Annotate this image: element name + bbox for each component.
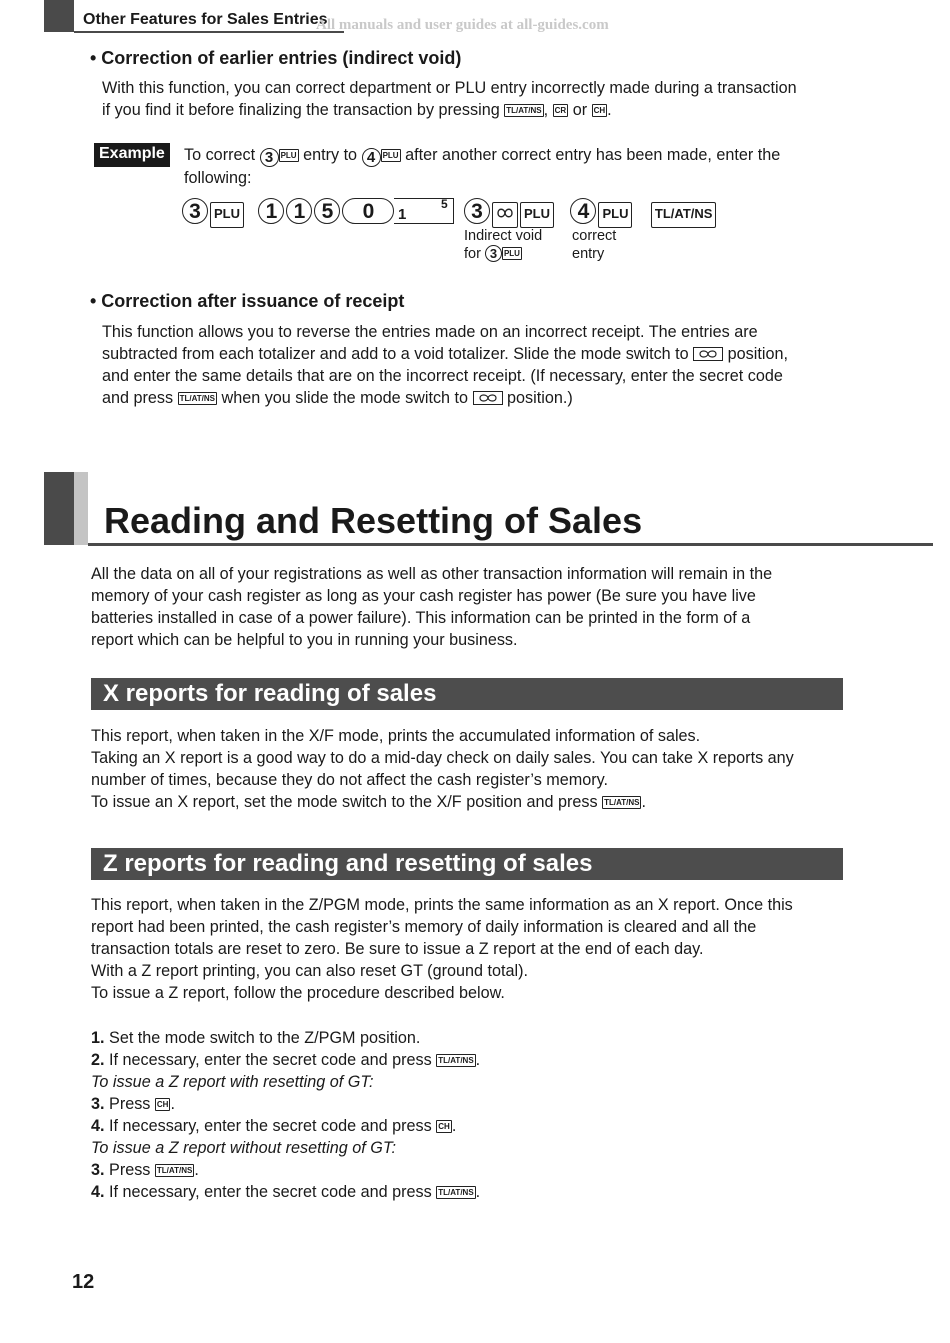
correct-entry-label <box>572 227 616 263</box>
tl-key-icon: TL/AT/NS <box>604 798 640 807</box>
or-word: or <box>572 101 588 119</box>
subscript-1: 1 <box>398 206 407 223</box>
step-number: 4. <box>91 1183 105 1201</box>
header-block <box>44 0 74 32</box>
key-4-icon: 4 <box>570 198 596 224</box>
plu-key-icon: PLU <box>503 249 520 258</box>
step-number: 3. <box>91 1095 105 1113</box>
key-3-icon: 3 <box>260 148 279 167</box>
step-text: Press <box>109 1095 151 1113</box>
key-3-icon: 3 <box>485 245 502 262</box>
z-report-line3: transaction totals are reset to zero. Be sure to issue a Z report at the end of each day. <box>91 940 704 958</box>
key-5-icon: 5 <box>314 198 340 224</box>
step-text: If necessary, enter the secret code and press <box>109 1183 432 1201</box>
with-gt-heading: To issue a Z report with resetting of GT: <box>91 1073 374 1091</box>
ch-key-icon: CH <box>438 1122 450 1131</box>
tl-key-icon: TL/AT/NS <box>179 394 215 403</box>
example-text-a: To correct <box>184 146 256 164</box>
period: . <box>607 101 612 119</box>
x-report-line4 <box>91 791 794 813</box>
after-receipt-line4-b: when you slide the mode switch to <box>221 389 469 407</box>
section-title: Other Features for Sales Entries <box>83 11 328 28</box>
x-report-line4-text: To issue an X report, set the mode switch to the X/F position and press <box>91 793 598 811</box>
example-line1 <box>184 144 780 167</box>
step-1 <box>91 1027 480 1049</box>
indirect-void-line2-text: if you find it before finalizing the transaction by pressing <box>102 101 500 119</box>
for-word: for <box>464 246 481 262</box>
x-report-line3: number of times, because they do not affect the cash register’s memory. <box>91 771 609 789</box>
period: . <box>194 1161 199 1179</box>
indirect-void-line1: With this function, you can correct department or PLU entry incorrectly made during a transaction <box>102 79 797 97</box>
step-4a <box>91 1115 480 1137</box>
step-text: Set the mode switch to the Z/PGM position. <box>109 1029 421 1047</box>
tl-key-icon: TL/AT/NS <box>438 1188 474 1197</box>
z-report-heading: Z reports for reading and resetting of sales <box>91 848 843 880</box>
after-receipt-text <box>102 321 788 409</box>
z-report-line1: This report, when taken in the Z/PGM mode, prints the same information as an X report. Once this <box>91 896 793 914</box>
correct-label-1: correct <box>572 228 617 244</box>
separator: , <box>543 101 549 119</box>
page-number: 12 <box>72 1271 95 1293</box>
reading-line3: batteries installed in case of a power failure). This information can be printed in the form of a <box>91 609 751 627</box>
z-report-text <box>91 894 793 1004</box>
step-text: If necessary, enter the secret code and press <box>109 1117 432 1135</box>
tl-key-icon: TL/AT/NS <box>156 1166 193 1175</box>
x-report-line2: Taking an X report is a good way to do a mid-day check on daily sales. You can take X reports any <box>91 749 794 767</box>
period: . <box>170 1095 175 1113</box>
after-receipt-line4 <box>102 387 788 409</box>
after-receipt-line4-c: position.) <box>507 389 573 407</box>
indirect-void-label <box>464 227 542 263</box>
key-0-icon: 0 <box>342 198 394 224</box>
reading-line4: report which can be helpful to you in running your business. <box>91 631 518 649</box>
ch-key-icon: CH <box>156 1100 169 1109</box>
after-receipt-line2-b: position, <box>727 345 788 363</box>
title-rule <box>88 543 933 546</box>
cr-key-icon: CR <box>554 106 567 115</box>
void-mode-icon <box>473 391 503 405</box>
void-key-icon <box>492 202 518 228</box>
key-1-icon: 1 <box>286 198 312 224</box>
key-sequence-2 <box>464 198 716 228</box>
title-block-light <box>74 472 88 545</box>
superscript-5: 5 <box>441 197 448 211</box>
watermark: All manuals and user guides at all-guides.com <box>316 17 609 33</box>
plu-key-icon: PLU <box>210 202 244 228</box>
plu-key-icon: PLU <box>280 151 297 160</box>
x-report-text <box>91 725 794 813</box>
z-report-line5: To issue a Z report, follow the procedure described below. <box>91 984 505 1002</box>
step-number: 2. <box>91 1051 105 1069</box>
title-block <box>44 472 74 545</box>
after-receipt-line3: and enter the same details that are on the incorrect receipt. (If necessary, enter the secret code <box>102 367 783 385</box>
key-sequence <box>182 198 394 228</box>
plu-key-icon: PLU <box>520 202 554 228</box>
tl-key-icon: TL/AT/NS <box>438 1056 474 1065</box>
indirect-void-line2 <box>102 99 797 121</box>
step-4b <box>91 1181 480 1203</box>
reading-intro <box>91 563 772 651</box>
indirect-void-label-1: Indirect void <box>464 228 543 244</box>
after-receipt-heading: • Correction after issuance of receipt <box>90 291 405 311</box>
example-text <box>184 144 780 189</box>
ch-key-icon: CH <box>593 106 606 115</box>
page-title: Reading and Resetting of Sales <box>104 500 643 541</box>
step-text: Press <box>109 1161 151 1179</box>
z-report-line2: report had been printed, the cash register’s memory of daily information is cleared and all the <box>91 918 757 936</box>
period: . <box>451 1117 457 1135</box>
after-receipt-line4-a: and press <box>102 389 174 407</box>
example-text-c: after another correct entry has been made, enter the <box>405 146 781 164</box>
header-rule <box>74 31 344 33</box>
void-mode-icon <box>693 347 723 361</box>
example-text-b: entry to <box>303 146 358 164</box>
without-gt-heading: To issue a Z report without resetting of GT: <box>91 1139 396 1157</box>
step-2 <box>91 1049 480 1071</box>
z-report-line4: With a Z report printing, you can also reset GT (ground total). <box>91 962 528 980</box>
z-report-steps <box>91 1027 480 1203</box>
step-number: 3. <box>91 1161 105 1179</box>
period: . <box>475 1051 481 1069</box>
x-report-heading: X reports for reading of sales <box>91 678 843 710</box>
step-number: 1. <box>91 1029 105 1047</box>
after-receipt-line2-a: subtracted from each totalizer and add to a void totalizer. Slide the mode switch to <box>102 345 689 363</box>
reading-line2: memory of your cash register as long as your cash register has power (Be sure you have live <box>91 587 756 605</box>
after-receipt-line1: This function allows you to reverse the entries made on an incorrect receipt. The entries are <box>102 323 758 341</box>
plu-key-icon: PLU <box>382 151 399 160</box>
tl-key-icon: TL/AT/NS <box>651 202 717 228</box>
key-3-icon: 3 <box>464 198 490 224</box>
plu-key-icon: PLU <box>598 202 632 228</box>
step-3b <box>91 1159 480 1181</box>
indirect-void-heading: • Correction of earlier entries (indirect void) <box>90 48 462 68</box>
tl-key-icon: TL/AT/NS <box>506 106 542 115</box>
reading-line1: All the data on all of your registrations as well as other transaction information will remain in the <box>91 565 773 583</box>
indirect-void-text <box>102 77 797 121</box>
step-number: 4. <box>91 1117 105 1135</box>
step-text: If necessary, enter the secret code and press <box>109 1051 432 1069</box>
after-receipt-line2 <box>102 343 788 365</box>
step-3a <box>91 1093 480 1115</box>
key-3-icon: 3 <box>182 198 208 224</box>
period: . <box>641 793 646 811</box>
key-4-icon: 4 <box>362 148 381 167</box>
indirect-void-label-2 <box>464 245 542 263</box>
correct-label-2: entry <box>572 246 605 262</box>
x-report-line1: This report, when taken in the X/F mode, prints the accumulated information of sales. <box>91 727 701 745</box>
example-line2: following: <box>184 169 252 187</box>
period: . <box>475 1183 481 1201</box>
example-badge: Example <box>94 143 170 167</box>
key-1-icon: 1 <box>258 198 284 224</box>
